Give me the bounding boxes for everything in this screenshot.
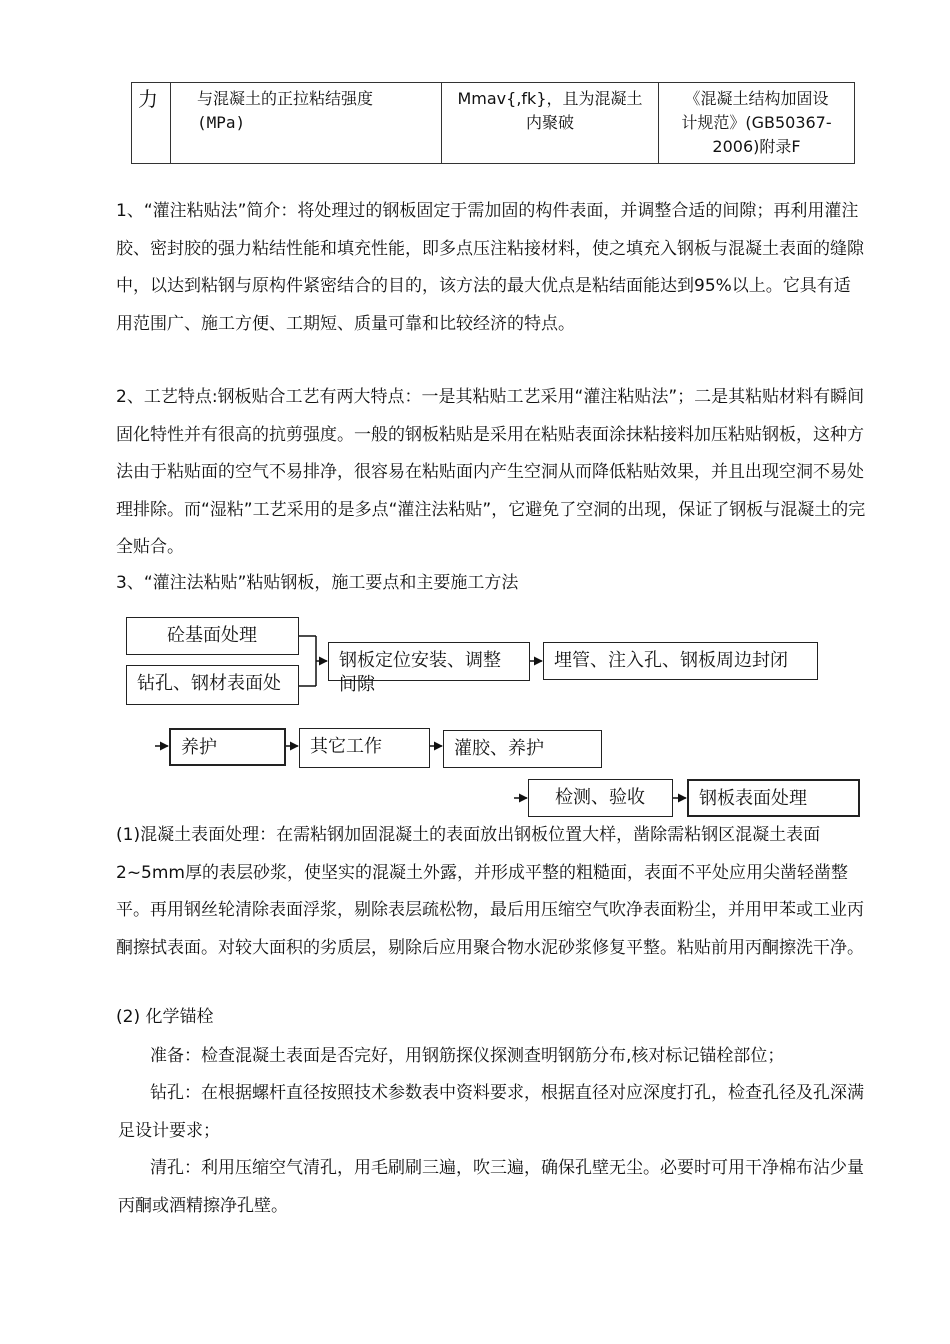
- step-2-drilling: 钻孔：在根据螺杆直径按照技术参数表中资料要求，根据直径对应深度打孔，检查孔径及孔深满足设计要求；: [118, 1083, 864, 1141]
- flow-step-inspection: 检测、验收: [528, 779, 673, 817]
- section-3-title: 3、“灌注法粘贴”粘贴钢板，施工要点和主要施工方法: [116, 573, 519, 593]
- step-2-preparation: 准备：检查混凝土表面是否完好，用钢筋探仪探测查明钢筋分布,核对标记锚栓部位；: [150, 1046, 785, 1066]
- plate-positioning-line-2: 间隙: [339, 674, 375, 695]
- standard-line-2: 计规范》(GB50367-: [681, 113, 832, 132]
- criteria-table: [131, 82, 855, 164]
- standard-line-1: 《混凝土结构加固设: [684, 89, 829, 108]
- flow-step-plate-surface: 钢板表面处理: [687, 779, 860, 817]
- item-line-2: (MPa): [197, 113, 246, 132]
- table-cell-item: [171, 83, 442, 164]
- step-2-title: (2) 化学锚栓: [116, 1007, 214, 1027]
- table-row: [132, 83, 855, 164]
- step-1-paragraph: (1)混凝土表面处理：在需粘钢加固混凝土的表面放出钢板位置大样，凿除需粘钢区混凝土表面2~5mm厚的表层砂浆，使坚实的混凝土外露，并形成平整的粗糙面，表面不平处应用尖凿轻凿整平。再用钢丝轮清除表面浮浆，剔除表层疏松物，最后用压缩空气吹净表面粉尘，并用甲苯或工业丙酮擦拭表面。对较大面积的劣质层，剔除后应用聚合物水泥砂浆修复平整。粘贴前用丙酮擦洗干净。: [116, 825, 864, 958]
- section-1-paragraph: 1、“灌注粘贴法”简介：将处理过的钢板固定于需加固的构件表面，并调整合适的间隙；再利用灌注胶、密封胶的强力粘结性能和填充性能，即多点压注粘接材料，使之填充入钢板与混凝土表面的缝隙中，以达到粘钢与原构件紧密结合的目的，该方法的最大优点是粘结面能达到95%以上。它具有适用范围广、施工方便、工期短、质量可靠和比较经济的特点。: [116, 201, 864, 334]
- table-cell-requirement: [442, 83, 659, 164]
- flow-step-grouting: 灌胶、养护: [443, 730, 602, 768]
- flow-step-plate-positioning: [328, 642, 530, 695]
- requirement-line-2: 内聚破: [525, 113, 574, 132]
- flow-step-pipe-sealing: 埋管、注入孔、钢板周边封闭: [543, 642, 818, 680]
- requirement-line-1: Mmav{,fk}，且为混凝土: [457, 89, 643, 108]
- table-cell-category: 力: [132, 83, 171, 164]
- flow-step-curing: 养护: [169, 728, 286, 766]
- step-2-cleaning: 清孔：利用压缩空气清孔，用毛刷刷三遍，吹三遍，确保孔壁无尘。必要时可用干净棉布沾少量丙酮或酒精擦净孔壁。: [118, 1158, 864, 1216]
- item-line-1: 与混凝土的正拉粘结强度: [197, 89, 374, 108]
- flow-step-drilling: 钻孔、钢材表面处: [126, 665, 299, 705]
- flow-step-other-work: 其它工作: [299, 728, 430, 768]
- table-cell-standard: [659, 83, 855, 164]
- flow-step-concrete-base: 砼基面处理: [126, 617, 299, 655]
- section-2-paragraph: 2、工艺特点:钢板贴合工艺有两大特点：一是其粘贴工艺采用“灌注粘贴法”；二是其粘贴材料有瞬间固化特性并有很高的抗剪强度。一般的钢板粘贴是采用在粘贴表面涂抹粘接料加压粘贴钢板，这种方法由于粘贴面的空气不易排净，很容易在粘贴面内产生空洞从而降低粘贴效果，并且出现空洞不易处理排除。而“湿粘”工艺采用的是多点“灌注法粘贴”，它避免了空洞的出现，保证了钢板与混凝土的完全贴合。: [116, 387, 866, 557]
- plate-positioning-line-1: 钢板定位安装、调整: [339, 650, 501, 671]
- standard-line-3: 2006)附录F: [712, 137, 801, 156]
